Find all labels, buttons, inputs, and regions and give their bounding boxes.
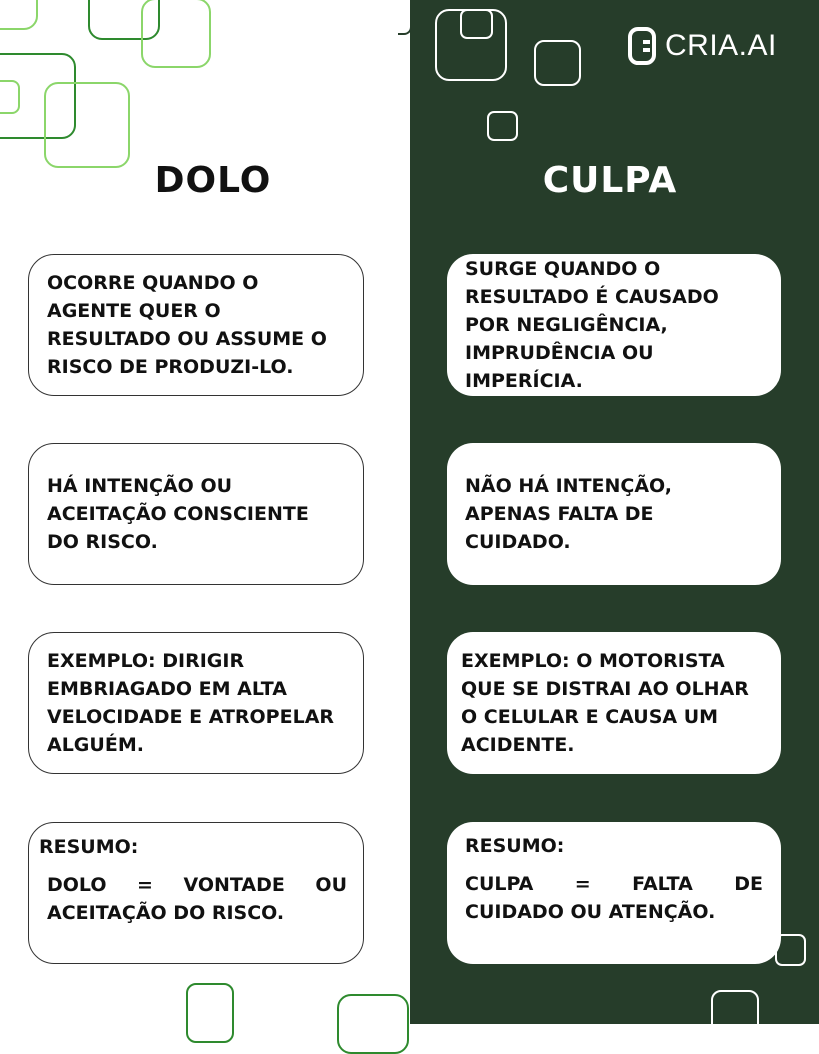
culpa-definition-text: SURGE QUANDO O RESULTADO É CAUSADO POR NEGLIGÊNCIA, IMPRUDÊNCIA OU IMPERÍCIA.: [465, 258, 719, 392]
dolo-definition-text: OCORRE QUANDO O AGENTE QUER O RESULTADO OU ASSUME O RISCO DE PRODUZI-LO.: [47, 272, 327, 378]
cria-ai-logo-icon: [628, 27, 656, 65]
cria-ai-logo: [628, 27, 777, 65]
culpa-intention-text: NÃO HÁ INTENÇÃO, APENAS FALTA DE CUIDADO.: [465, 475, 673, 553]
decorative-square-outline: [460, 9, 493, 39]
culpa-title: CULPA: [542, 160, 678, 201]
dolo-title: DOLO: [154, 160, 272, 201]
decorative-square-outline: [711, 990, 759, 1040]
culpa-example-text: EXEMPLO: O MOTORISTA QUE SE DISTRAI AO OLHAR O CELULAR E CAUSA UM ACIDENTE.: [461, 650, 749, 756]
dolo-summary-text: DOLO = VONTADE OU ACEITAÇÃO DO RISCO.: [47, 874, 347, 924]
dolo-card-summary: [28, 822, 364, 964]
culpa-card-summary: [447, 822, 781, 964]
decorative-square-outline: [534, 40, 581, 86]
dolo-card-intention: [28, 443, 364, 585]
culpa-summary-text: CULPA = FALTA DE CUIDADO OU ATENÇÃO.: [465, 873, 763, 923]
decorative-square-outline: [0, 80, 20, 114]
dolo-intention-text: HÁ INTENÇÃO OU ACEITAÇÃO CONSCIENTE DO RISCO.: [47, 475, 309, 553]
decorative-square-outline: [337, 994, 409, 1054]
culpa-card-definition: [447, 254, 781, 396]
decorative-square-outline: [0, 0, 38, 30]
culpa-summary-heading: RESUMO:: [465, 835, 565, 857]
decorative-square-outline: [398, 0, 412, 35]
dolo-example-text: EXEMPLO: DIRIGIR EMBRIAGADO EM ALTA VELOCIDADE E ATROPELAR ALGUÉM.: [47, 650, 335, 756]
culpa-card-intention: [447, 443, 781, 585]
dolo-summary-heading: RESUMO:: [39, 836, 139, 858]
dolo-card-example: [28, 632, 364, 774]
dolo-card-definition: [28, 254, 364, 396]
decorative-square-outline: [186, 983, 234, 1043]
brand-name: CRIA.AI: [665, 29, 777, 62]
decorative-square-outline: [141, 0, 211, 68]
decorative-square-outline: [487, 111, 518, 141]
culpa-card-example: [447, 632, 781, 774]
decorative-square-outline: [44, 82, 130, 168]
